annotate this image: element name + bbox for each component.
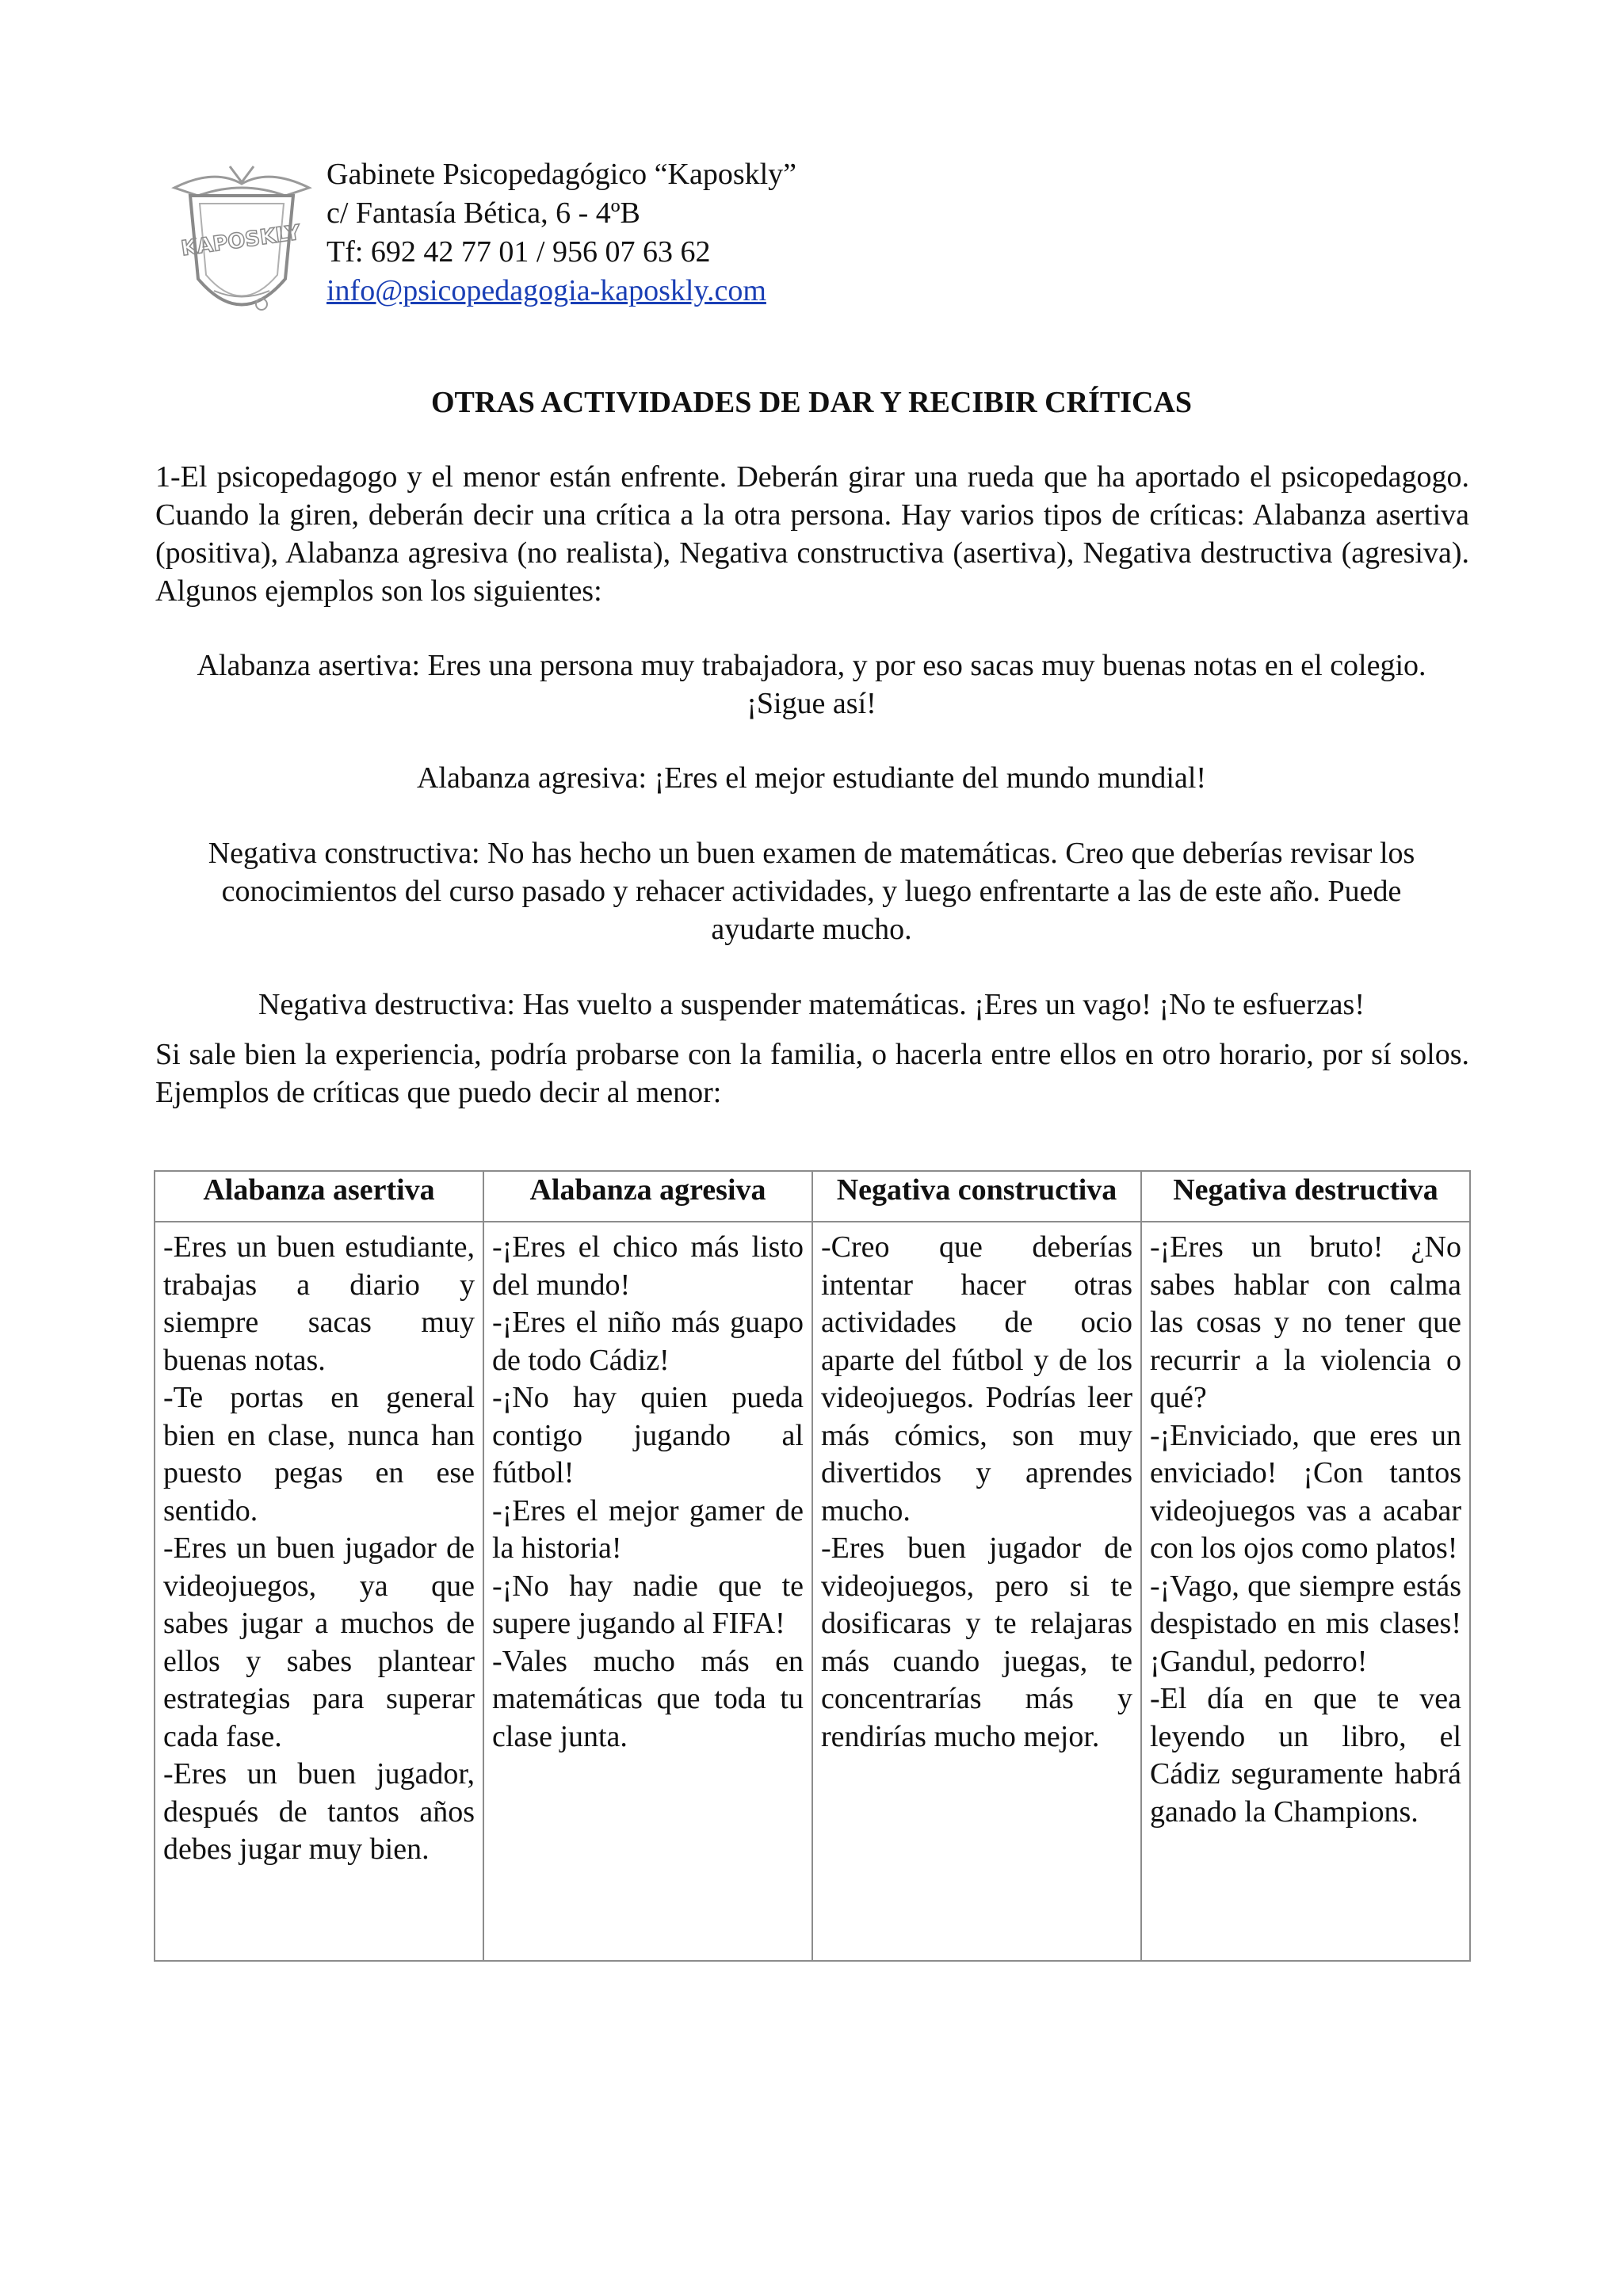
table-header-row [155, 1171, 1470, 1222]
list-item: -¡Eres el chico más listo del mundo! [492, 1230, 804, 1302]
cell-alabanza-asertiva [155, 1222, 483, 1961]
list-item: -Eres un buen estudiante, trabajas a diario y siempre sacas muy buenas notas. [163, 1230, 475, 1377]
list-item: -¡Eres el mejor gamer de la historia! [492, 1493, 804, 1565]
intro-paragraph: 1-El psicopedagogo y el menor están enfrente. Deberán girar una rueda que ha aportado el psicopedagogo. Cuando la giren, deberán decir una crítica a la otra persona. Hay varios tipos de críticas: Alabanza asertiva (positiva), Alabanza agresiva (no realista), Negativa constructiva (asertiva), Negativa destructiva (agresiva). Algunos ejemplos son los siguientes: [155, 460, 1469, 608]
company-name: Gabinete Psicopedagógico “Kaposkly” [327, 158, 797, 191]
svg-text:KAPOSKLY: KAPOSKLY [179, 220, 303, 261]
list-item: -¡Eres un bruto! ¿No sabes hablar con calma las cosas y no tener que recurrir a la violencia o qué? [1150, 1230, 1461, 1414]
list-item: -Creo que deberías intentar hacer otras actividades de ocio aparte del fútbol y de los videojuegos. Podrías leer más cómics, son muy divertidos y aprendes mucho. [821, 1230, 1132, 1527]
header-negativa-constructiva: Negativa constructiva [812, 1171, 1141, 1222]
cell-negativa-constructiva [812, 1222, 1141, 1961]
list-item: -Eres buen jugador de videojuegos, pero si te dosificaras y te relajaras más cuando juegas, te concentrarías más y rendirías mucho mejor. [821, 1531, 1132, 1753]
list-item: -El día en que te vea leyendo un libro, el Cádiz seguramente habrá ganado la Champions. [1150, 1682, 1461, 1829]
example-alabanza-agresiva: Alabanza agresiva: ¡Eres el mejor estudiante del mundo mundial! [416, 761, 1207, 795]
example-negativa-destructiva: Negativa destructiva: Has vuelto a suspender matemáticas. ¡Eres un vago! ¡No te esfuerzas! [258, 988, 1365, 1021]
cell-negativa-destructiva [1141, 1222, 1470, 1961]
header-alabanza-agresiva: Alabanza agresiva [483, 1171, 812, 1222]
company-phone: Tf: 692 42 77 01 / 956 07 63 62 [327, 235, 711, 269]
page-title: OTRAS ACTIVIDADES DE DAR Y RECIBIR CRÍTICAS [430, 386, 1193, 419]
example-alabanza-asertiva: Alabanza asertiva: Eres una persona muy trabajadora, y por eso sacas muy buenas notas en el colegio. ¡Sigue así! [197, 649, 1426, 720]
criticism-table [154, 1170, 1471, 1962]
list-item: -Eres un buen jugador de videojuegos, ya que sabes jugar a muchos de ellos y sabes plantear estrategias para superar cada fase. [163, 1531, 475, 1753]
list-item: -Te portas en general bien en clase, nunca han puesto pegas en ese sentido. [163, 1381, 475, 1527]
list-item: -¡No hay nadie que te supere jugando al FIFA! [492, 1569, 804, 1640]
email-link[interactable]: info@psicopedagogia-kaposkly.com [327, 274, 766, 307]
list-item: -Vales mucho más en matemáticas que toda tu clase junta. [492, 1644, 804, 1753]
list-item: -¡Vago, que siempre estás despistado en mis clases! ¡Gandul, pedorro! [1150, 1569, 1461, 1678]
kaposkly-logo [166, 160, 317, 334]
table-row [155, 1222, 1470, 1961]
list-item: -¡Eres el niño más guapo de todo Cádiz! [492, 1306, 804, 1377]
list-item: -Eres un buen jugador, después de tantos años debes jugar muy bien. [163, 1757, 475, 1866]
cell-alabanza-agresiva [483, 1222, 812, 1961]
list-item: -¡No hay quien pueda contigo jugando al fútbol! [492, 1381, 804, 1489]
followup-paragraph: Si sale bien la experiencia, podría probarse con la familia, o hacerla entre ellos en otro horario, por sí solos. Ejemplos de críticas que puedo decir al menor: [155, 1038, 1469, 1109]
header-negativa-destructiva: Negativa destructiva [1141, 1171, 1470, 1222]
list-item: -¡Enviciado, que eres un enviciado! ¡Con tantos videojuegos vas a acabar con los ojos como platos! [1150, 1418, 1461, 1565]
company-address: c/ Fantasía Bética, 6 - 4ºB [327, 196, 640, 230]
contact-block [327, 155, 796, 311]
header-alabanza-asertiva: Alabanza asertiva [155, 1171, 483, 1222]
example-negativa-constructiva: Negativa constructiva: No has hecho un buen examen de matemáticas. Creo que deberías revisar los conocimientos del curso pasado y rehacer actividades, y luego enfrentarte a las de este año. Puede ayudarte mucho. [208, 837, 1415, 946]
